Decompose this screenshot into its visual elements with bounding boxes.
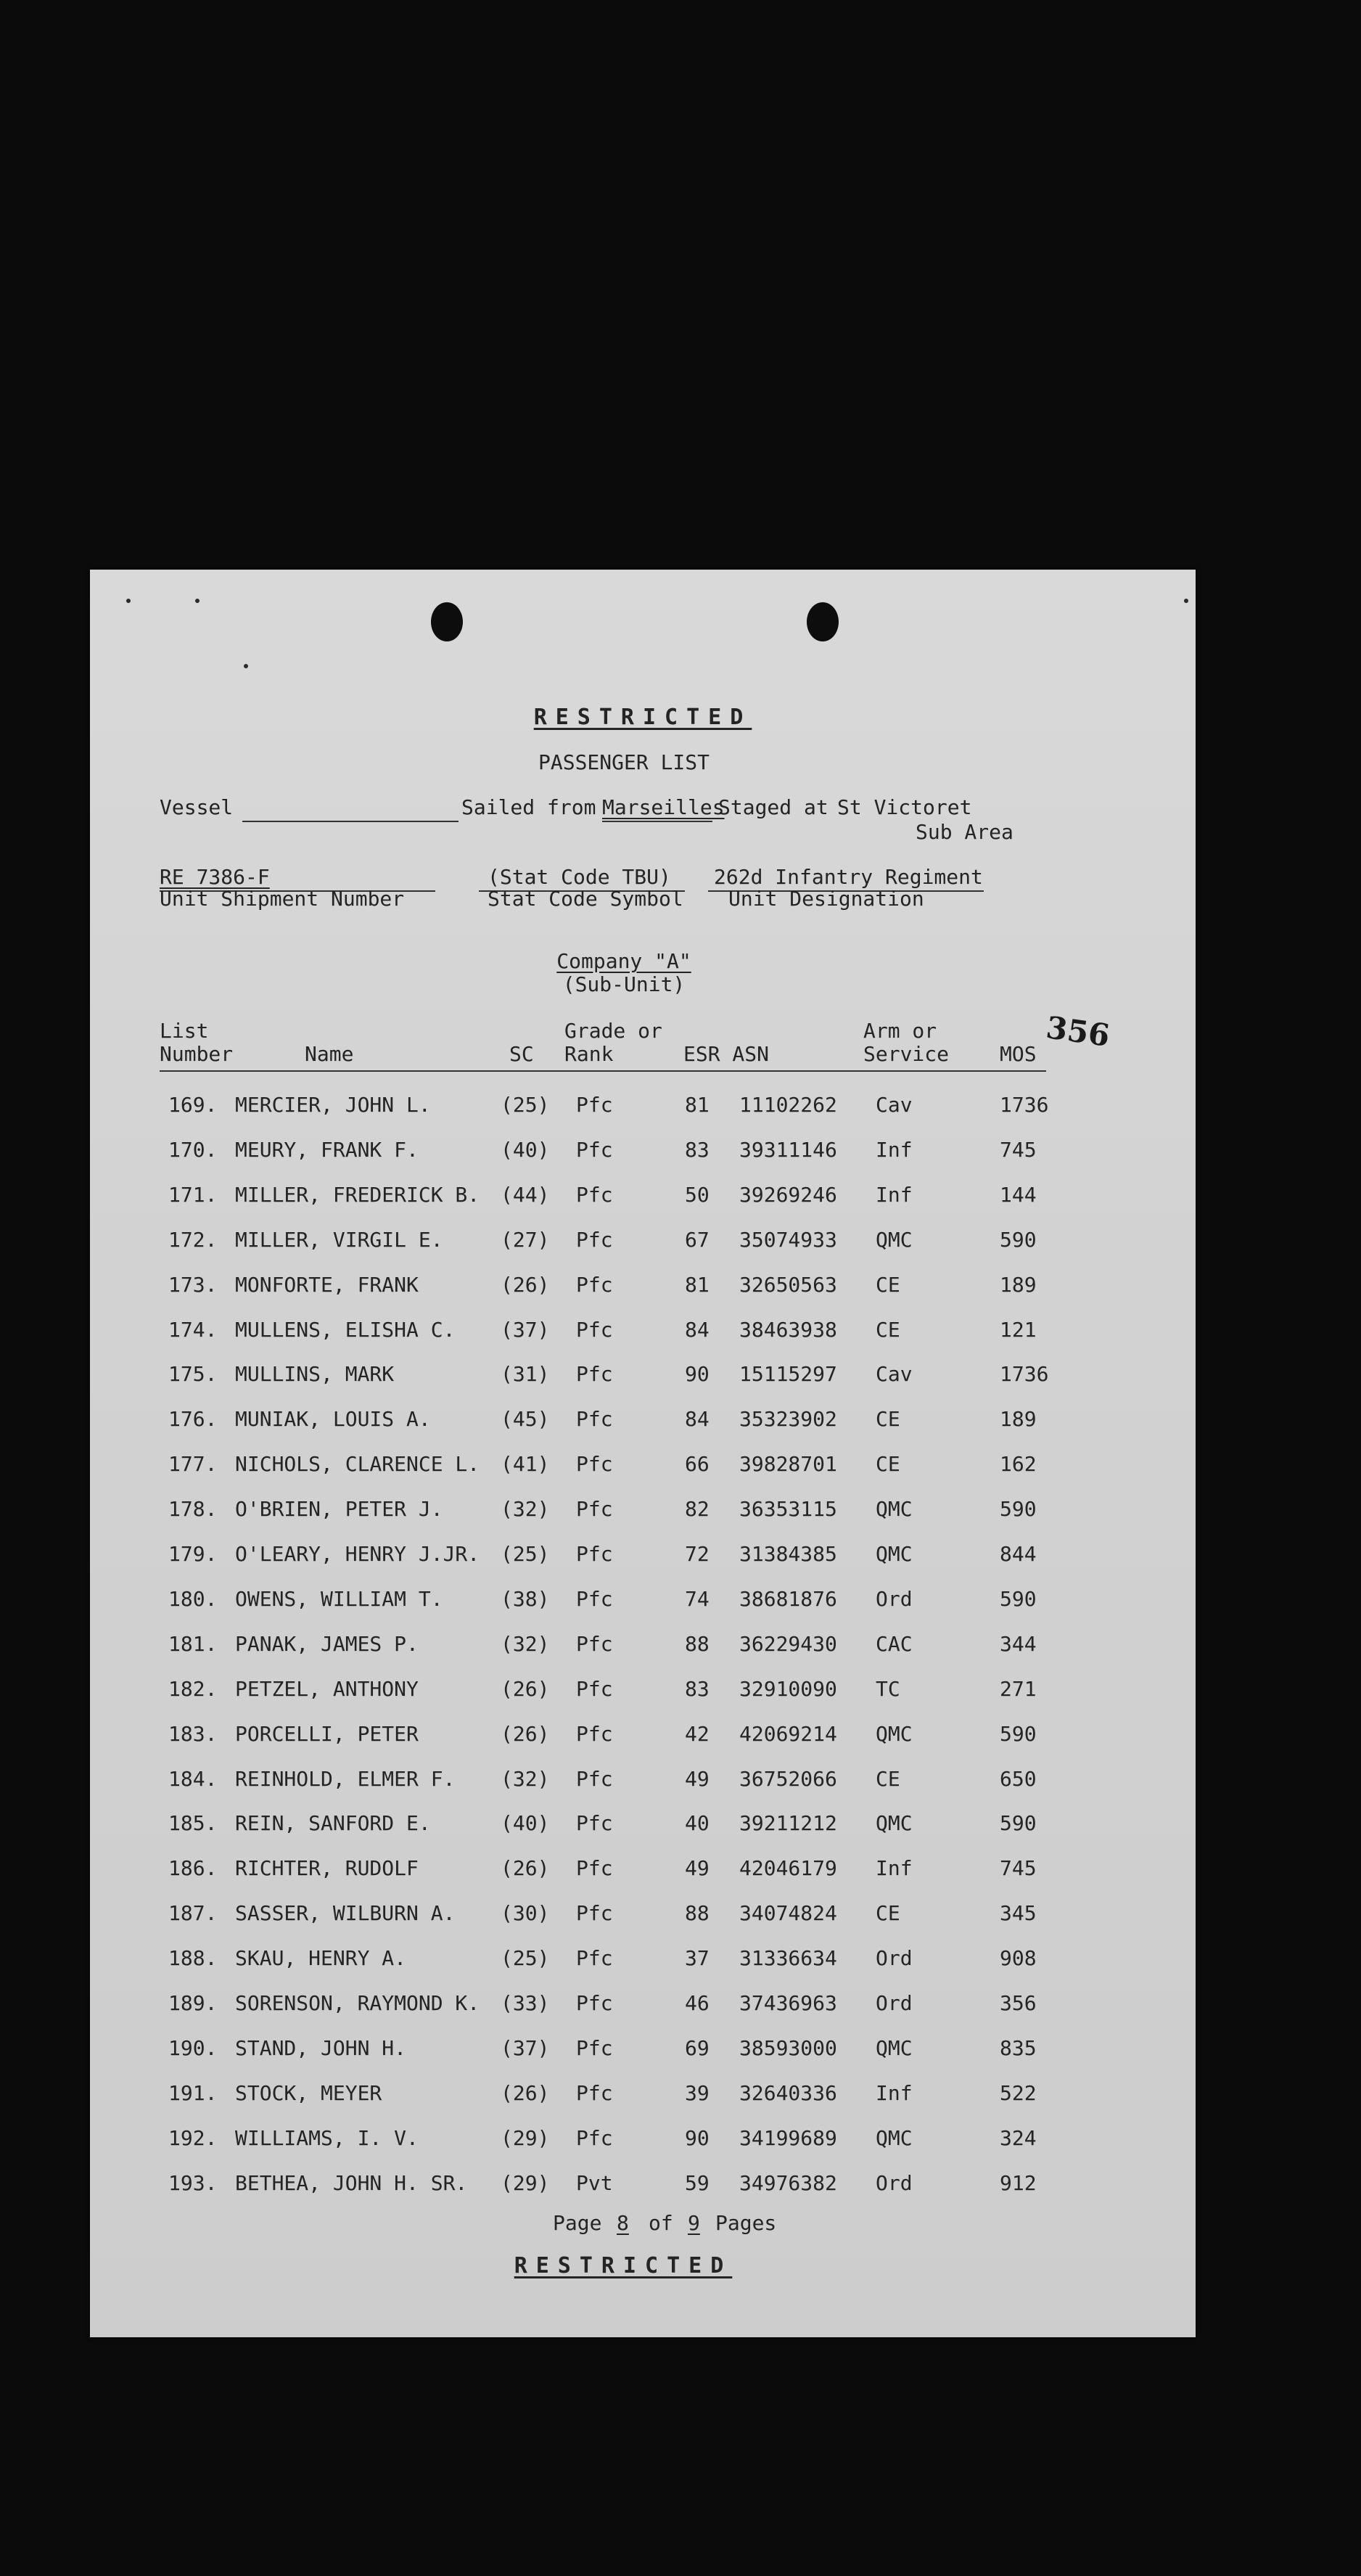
cell-esr: 50 — [685, 1182, 710, 1207]
cell-mos: 345 — [1000, 1901, 1037, 1926]
cell-grade: Pfc — [576, 2035, 613, 2060]
cell-grade: Pfc — [576, 1093, 613, 1117]
cell-sc: (32) — [501, 1766, 550, 1791]
cell-grade: Pfc — [576, 1901, 613, 1926]
cell-mos: 162 — [1000, 1452, 1037, 1477]
cell-sc: (45) — [501, 1407, 550, 1432]
shipment-number: RE 7386-F — [160, 865, 270, 889]
header-service: Service — [863, 1042, 950, 1066]
page-stamp: 356 — [1044, 1009, 1112, 1054]
cell-grade: Pfc — [576, 1766, 613, 1791]
cell-arm: Ord — [876, 1991, 913, 2015]
cell-grade: Pfc — [576, 1542, 613, 1566]
cell-sc: (44) — [501, 1182, 550, 1207]
vessel-label: Vessel — [160, 795, 234, 819]
document-title: PASSENGER LIST — [538, 750, 710, 774]
cell-name: O'LEARY, HENRY J.JR. — [235, 1542, 480, 1566]
cell-num: 186. — [168, 1856, 218, 1881]
cell-arm: Cav — [876, 1093, 913, 1117]
cell-grade: Pfc — [576, 1362, 613, 1387]
cell-name: PORCELLI, PETER — [235, 1721, 419, 1746]
cell-asn: 37436963 — [739, 1991, 837, 2015]
cell-arm: QMC — [876, 1542, 913, 1566]
cell-mos: 522 — [1000, 2080, 1037, 2105]
cell-mos: 271 — [1000, 1676, 1037, 1701]
cell-arm: Ord — [876, 1586, 913, 1611]
restricted-footer: RESTRICTED — [514, 2253, 733, 2278]
cell-name: MILLER, VIRGIL E. — [235, 1227, 443, 1252]
vessel-blank-line — [242, 821, 459, 822]
cell-mos: 121 — [1000, 1317, 1037, 1342]
cell-arm: Inf — [876, 1182, 913, 1207]
cell-mos: 1736 — [1000, 1093, 1049, 1117]
cell-grade: Pfc — [576, 2080, 613, 2105]
cell-name: RICHTER, RUDOLF — [235, 1856, 419, 1881]
cell-sc: (37) — [501, 2035, 550, 2060]
cell-sc: (26) — [501, 1721, 550, 1746]
cell-arm: Ord — [876, 2170, 913, 2195]
cell-grade: Pfc — [576, 1856, 613, 1881]
pages-label: Pages — [715, 2211, 777, 2235]
cell-grade: Pfc — [576, 1991, 613, 2015]
cell-asn: 42069214 — [739, 1721, 837, 1746]
cell-asn: 42046179 — [739, 1856, 837, 1881]
cell-grade: Pfc — [576, 1946, 613, 1971]
cell-esr: 40 — [685, 1811, 710, 1836]
cell-num: 190. — [168, 2035, 218, 2060]
table-row — [90, 1498, 1196, 1543]
cell-num: 169. — [168, 1093, 218, 1117]
cell-mos: 844 — [1000, 1542, 1037, 1566]
unit-label: Unit Designation — [728, 887, 924, 911]
cell-esr: 49 — [685, 1766, 710, 1791]
cell-esr: 42 — [685, 1721, 710, 1746]
cell-asn: 15115297 — [739, 1362, 837, 1387]
cell-name: MERCIER, JOHN L. — [235, 1093, 431, 1117]
cell-mos: 356 — [1000, 1991, 1037, 2015]
cell-mos: 590 — [1000, 1227, 1037, 1252]
cell-name: MULLENS, ELISHA C. — [235, 1317, 456, 1342]
cell-grade: Pfc — [576, 1452, 613, 1477]
cell-num: 174. — [168, 1317, 218, 1342]
sub-area-label: Sub Area — [916, 820, 1013, 844]
cell-grade: Pfc — [576, 1811, 613, 1836]
cell-esr: 88 — [685, 1631, 710, 1656]
cell-sc: (27) — [501, 1227, 550, 1252]
cell-arm: Cav — [876, 1362, 913, 1387]
cell-num: 175. — [168, 1362, 218, 1387]
cell-arm: QMC — [876, 1227, 913, 1252]
cell-arm: CE — [876, 1901, 900, 1926]
cell-sc: (41) — [501, 1452, 550, 1477]
table-row — [90, 1453, 1196, 1498]
stat-code-label: Stat Code Symbol — [488, 887, 683, 911]
table-row — [90, 1588, 1196, 1633]
cell-asn: 39211212 — [739, 1811, 837, 1836]
cell-arm: CE — [876, 1766, 900, 1791]
cell-grade: Pfc — [576, 1272, 613, 1297]
cell-grade: Pfc — [576, 1586, 613, 1611]
cell-sc: (40) — [501, 1811, 550, 1836]
page-of-label: of — [649, 2211, 673, 2235]
table-row — [90, 1678, 1196, 1723]
cell-mos: 590 — [1000, 1811, 1037, 1836]
cell-mos: 912 — [1000, 2170, 1037, 2195]
cell-esr: 82 — [685, 1497, 710, 1522]
cell-sc: (33) — [501, 1991, 550, 2015]
punch-hole-right — [807, 602, 839, 641]
header-mos: MOS — [1000, 1042, 1037, 1066]
cell-num: 170. — [168, 1137, 218, 1162]
cell-grade: Pfc — [576, 1317, 613, 1342]
cell-num: 179. — [168, 1542, 218, 1566]
cell-arm: Inf — [876, 1137, 913, 1162]
stat-code: (Stat Code TBU) — [488, 865, 671, 889]
cell-esr: 39 — [685, 2080, 710, 2105]
cell-name: NICHOLS, CLARENCE L. — [235, 1452, 480, 1477]
cell-arm: TC — [876, 1676, 900, 1701]
header-name: Name — [305, 1042, 354, 1066]
cell-asn: 32650563 — [739, 1272, 837, 1297]
cell-mos: 189 — [1000, 1407, 1037, 1432]
cell-name: REINHOLD, ELMER F. — [235, 1766, 456, 1791]
cell-asn: 34199689 — [739, 2125, 837, 2150]
cell-sc: (25) — [501, 1093, 550, 1117]
cell-esr: 84 — [685, 1317, 710, 1342]
cell-mos: 590 — [1000, 1586, 1037, 1611]
cell-grade: Pfc — [576, 1631, 613, 1656]
table-row — [90, 1184, 1196, 1228]
cell-name: O'BRIEN, PETER J. — [235, 1497, 443, 1522]
cell-sc: (26) — [501, 1856, 550, 1881]
ink-speck — [195, 599, 200, 603]
cell-grade: Pfc — [576, 1676, 613, 1701]
cell-arm: CE — [876, 1452, 900, 1477]
cell-esr: 49 — [685, 1856, 710, 1881]
cell-grade: Pfc — [576, 1137, 613, 1162]
cell-asn: 34074824 — [739, 1901, 837, 1926]
cell-asn: 39269246 — [739, 1182, 837, 1207]
cell-num: 181. — [168, 1631, 218, 1656]
cell-arm: Inf — [876, 2080, 913, 2105]
table-row — [90, 1094, 1196, 1139]
cell-arm: Inf — [876, 1856, 913, 1881]
table-row — [90, 1902, 1196, 1947]
cell-esr: 90 — [685, 1362, 710, 1387]
cell-num: 183. — [168, 1721, 218, 1746]
cell-num: 189. — [168, 1991, 218, 2015]
table-row — [90, 2082, 1196, 2127]
cell-esr: 72 — [685, 1542, 710, 1566]
cell-num: 173. — [168, 1272, 218, 1297]
table-row — [90, 1318, 1196, 1363]
cell-num: 178. — [168, 1497, 218, 1522]
cell-asn: 32640336 — [739, 2080, 837, 2105]
cell-asn: 38463938 — [739, 1317, 837, 1342]
cell-asn: 35323902 — [739, 1407, 837, 1432]
cell-name: STAND, JOHN H. — [235, 2035, 407, 2060]
cell-arm: CAC — [876, 1631, 913, 1656]
cell-esr: 66 — [685, 1452, 710, 1477]
cell-name: SKAU, HENRY A. — [235, 1946, 407, 1971]
cell-mos: 590 — [1000, 1497, 1037, 1522]
header-number: Number — [160, 1042, 234, 1066]
table-row — [90, 1812, 1196, 1857]
cell-sc: (25) — [501, 1946, 550, 1971]
cell-grade: Pfc — [576, 1721, 613, 1746]
cell-sc: (38) — [501, 1586, 550, 1611]
header-rule — [160, 1070, 1046, 1072]
table-row — [90, 1857, 1196, 1902]
cell-esr: 59 — [685, 2170, 710, 2195]
cell-sc: (29) — [501, 2170, 550, 2195]
cell-sc: (26) — [501, 1272, 550, 1297]
cell-name: MEURY, FRANK F. — [235, 1137, 419, 1162]
cell-arm: CE — [876, 1407, 900, 1432]
shipment-label: Unit Shipment Number — [160, 887, 405, 911]
cell-name: SASSER, WILBURN A. — [235, 1901, 456, 1926]
page-number: 8 — [617, 2211, 629, 2235]
cell-num: 172. — [168, 1227, 218, 1252]
cell-esr: 46 — [685, 1991, 710, 2015]
table-row — [90, 1947, 1196, 1992]
cell-esr: 37 — [685, 1946, 710, 1971]
company-name: Company "A" — [556, 949, 691, 973]
cell-mos: 189 — [1000, 1272, 1037, 1297]
page-label: Page — [553, 2211, 602, 2235]
table-row — [90, 1408, 1196, 1453]
ink-speck — [244, 664, 248, 668]
sailed-from-value: Marseilles — [602, 795, 725, 819]
cell-sc: (29) — [501, 2125, 550, 2150]
cell-num: 184. — [168, 1766, 218, 1791]
cell-asn: 11102262 — [739, 1093, 837, 1117]
cell-sc: (25) — [501, 1542, 550, 1566]
cell-num: 185. — [168, 1811, 218, 1836]
cell-sc: (32) — [501, 1631, 550, 1656]
cell-num: 188. — [168, 1946, 218, 1971]
cell-arm: QMC — [876, 2125, 913, 2150]
cell-mos: 324 — [1000, 2125, 1037, 2150]
cell-asn: 36752066 — [739, 1766, 837, 1791]
sub-unit-label: (Sub-Unit) — [562, 972, 686, 996]
cell-name: SORENSON, RAYMOND K. — [235, 1991, 480, 2015]
cell-name: PANAK, JAMES P. — [235, 1631, 419, 1656]
cell-esr: 74 — [685, 1586, 710, 1611]
cell-mos: 745 — [1000, 1856, 1037, 1881]
table-row — [90, 1139, 1196, 1184]
cell-arm: QMC — [876, 2035, 913, 2060]
cell-asn: 36229430 — [739, 1631, 837, 1656]
cell-esr: 84 — [685, 1407, 710, 1432]
table-row — [90, 1228, 1196, 1273]
cell-num: 177. — [168, 1452, 218, 1477]
cell-sc: (40) — [501, 1137, 550, 1162]
restricted-header: RESTRICTED — [533, 705, 752, 730]
cell-mos: 1736 — [1000, 1362, 1049, 1387]
cell-mos: 650 — [1000, 1766, 1037, 1791]
cell-name: MONFORTE, FRANK — [235, 1272, 419, 1297]
table-row — [90, 1768, 1196, 1813]
table-row — [90, 2172, 1196, 2217]
cell-sc: (31) — [501, 1362, 550, 1387]
cell-name: REIN, SANFORD E. — [235, 1811, 431, 1836]
cell-name: MUNIAK, LOUIS A. — [235, 1407, 431, 1432]
sailed-label: Sailed from — [461, 795, 596, 819]
cell-mos: 344 — [1000, 1631, 1037, 1656]
header-esr-asn: ESR ASN — [683, 1042, 770, 1066]
cell-num: 187. — [168, 1901, 218, 1926]
cell-name: BETHEA, JOHN H. SR. — [235, 2170, 468, 2195]
cell-asn: 36353115 — [739, 1497, 837, 1522]
cell-arm: QMC — [876, 1811, 913, 1836]
cell-num: 180. — [168, 1586, 218, 1611]
cell-esr: 67 — [685, 1227, 710, 1252]
cell-asn: 39311146 — [739, 1137, 837, 1162]
cell-mos: 745 — [1000, 1137, 1037, 1162]
unit-designation: 262d Infantry Regiment — [714, 865, 983, 889]
cell-arm: CE — [876, 1272, 900, 1297]
cell-name: MULLINS, MARK — [235, 1362, 395, 1387]
header-rank: Rank — [564, 1042, 614, 1066]
cell-mos: 590 — [1000, 1721, 1037, 1746]
cell-asn: 34976382 — [739, 2170, 837, 2195]
cell-arm: QMC — [876, 1721, 913, 1746]
cell-name: PETZEL, ANTHONY — [235, 1676, 419, 1701]
cell-arm: Ord — [876, 1946, 913, 1971]
staged-at-value: St Victoret — [837, 795, 972, 819]
cell-arm: CE — [876, 1317, 900, 1342]
sailed-underline — [602, 821, 712, 822]
cell-sc: (26) — [501, 1676, 550, 1701]
cell-mos: 144 — [1000, 1182, 1037, 1207]
cell-asn: 31336634 — [739, 1946, 837, 1971]
punch-hole-left — [431, 602, 463, 641]
table-row — [90, 2127, 1196, 2172]
cell-grade: Pfc — [576, 1407, 613, 1432]
cell-asn: 35074933 — [739, 1227, 837, 1252]
cell-name: MILLER, FREDERICK B. — [235, 1182, 480, 1207]
cell-grade: Pfc — [576, 1497, 613, 1522]
cell-sc: (32) — [501, 1497, 550, 1522]
cell-num: 171. — [168, 1182, 218, 1207]
header-arm: Arm or — [863, 1019, 937, 1043]
document-page — [90, 570, 1196, 2337]
cell-asn: 38593000 — [739, 2035, 837, 2060]
cell-sc: (26) — [501, 2080, 550, 2105]
cell-asn: 32910090 — [739, 1676, 837, 1701]
header-sc: SC — [509, 1042, 534, 1066]
header-grade: Grade or — [564, 1019, 662, 1043]
cell-name: OWENS, WILLIAM T. — [235, 1586, 443, 1611]
cell-esr: 90 — [685, 2125, 710, 2150]
table-row — [90, 1363, 1196, 1408]
cell-esr: 83 — [685, 1137, 710, 1162]
ink-speck — [126, 599, 131, 603]
table-row — [90, 1723, 1196, 1768]
cell-esr: 88 — [685, 1901, 710, 1926]
table-row — [90, 2037, 1196, 2082]
cell-mos: 908 — [1000, 1946, 1037, 1971]
cell-asn: 31384385 — [739, 1542, 837, 1566]
cell-grade: Pvt — [576, 2170, 613, 2195]
table-row — [90, 1543, 1196, 1588]
cell-sc: (30) — [501, 1901, 550, 1926]
cell-grade: Pfc — [576, 2125, 613, 2150]
cell-esr: 83 — [685, 1676, 710, 1701]
cell-mos: 835 — [1000, 2035, 1037, 2060]
cell-num: 182. — [168, 1676, 218, 1701]
cell-name: STOCK, MEYER — [235, 2080, 382, 2105]
cell-grade: Pfc — [576, 1227, 613, 1252]
cell-asn: 38681876 — [739, 1586, 837, 1611]
cell-num: 191. — [168, 2080, 218, 2105]
table-row — [90, 1992, 1196, 2037]
page-total: 9 — [688, 2211, 700, 2235]
cell-esr: 81 — [685, 1272, 710, 1297]
cell-sc: (37) — [501, 1317, 550, 1342]
cell-num: 193. — [168, 2170, 218, 2195]
ink-speck — [1184, 599, 1188, 603]
table-row — [90, 1273, 1196, 1318]
cell-arm: QMC — [876, 1497, 913, 1522]
cell-esr: 81 — [685, 1093, 710, 1117]
cell-asn: 39828701 — [739, 1452, 837, 1477]
staged-label: Staged at — [718, 795, 828, 819]
cell-num: 192. — [168, 2125, 218, 2150]
cell-grade: Pfc — [576, 1182, 613, 1207]
header-list: List — [160, 1019, 209, 1043]
table-row — [90, 1633, 1196, 1678]
cell-num: 176. — [168, 1407, 218, 1432]
cell-name: WILLIAMS, I. V. — [235, 2125, 419, 2150]
cell-esr: 69 — [685, 2035, 710, 2060]
